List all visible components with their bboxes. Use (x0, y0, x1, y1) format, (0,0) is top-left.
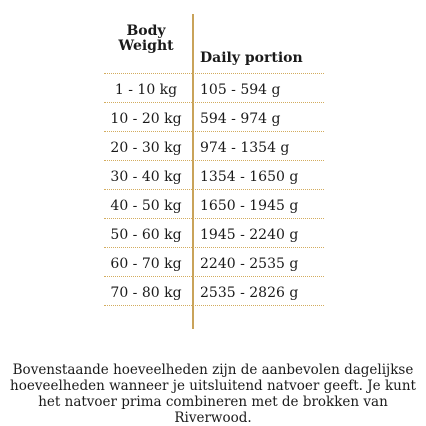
table-header (104, 14, 324, 74)
portion-cell: 2535 - 2826 g (200, 285, 299, 301)
weight-cell: 1 - 10 kg (114, 82, 178, 98)
table-row (104, 74, 324, 103)
weight-cell: 30 - 40 kg (110, 169, 182, 185)
table-row (104, 248, 324, 277)
row-separator (104, 305, 324, 306)
weight-cell: 70 - 80 kg (110, 285, 182, 301)
portion-cell: 594 - 974 g (200, 111, 281, 127)
portion-cell: 1650 - 1945 g (200, 198, 299, 214)
weight-cell: 60 - 70 kg (110, 256, 182, 272)
table-row (104, 277, 324, 306)
portion-cell: 1354 - 1650 g (200, 169, 299, 185)
portion-cell: 1945 - 2240 g (200, 227, 299, 243)
table-row (104, 219, 324, 248)
table-row (104, 132, 324, 161)
table-row (104, 161, 324, 190)
table-row (104, 190, 324, 219)
portion-cell: 105 - 594 g (200, 82, 281, 98)
header-body-weight-line2: Weight (118, 38, 174, 54)
header-body-weight (104, 24, 188, 54)
portion-cell: 974 - 1354 g (200, 140, 290, 156)
portion-cell: 2240 - 2535 g (200, 256, 299, 272)
weight-cell: 20 - 30 kg (110, 140, 182, 156)
header-body-weight-line1: Body (126, 23, 166, 39)
feeding-note: Bovenstaande hoeveelheden zijn de aanbevolen dagelijkse hoeveelheden wanneer je uitsluitend natvoer geeft. Je kunt het natvoer prima combineren met de brokken van Riverwood. (10, 361, 416, 426)
weight-cell: 50 - 60 kg (110, 227, 182, 243)
feeding-table (104, 14, 324, 306)
weight-cell: 40 - 50 kg (110, 198, 182, 214)
weight-cell: 10 - 20 kg (110, 111, 182, 127)
table-row (104, 103, 324, 132)
header-daily-portion: Daily portion (200, 50, 303, 66)
